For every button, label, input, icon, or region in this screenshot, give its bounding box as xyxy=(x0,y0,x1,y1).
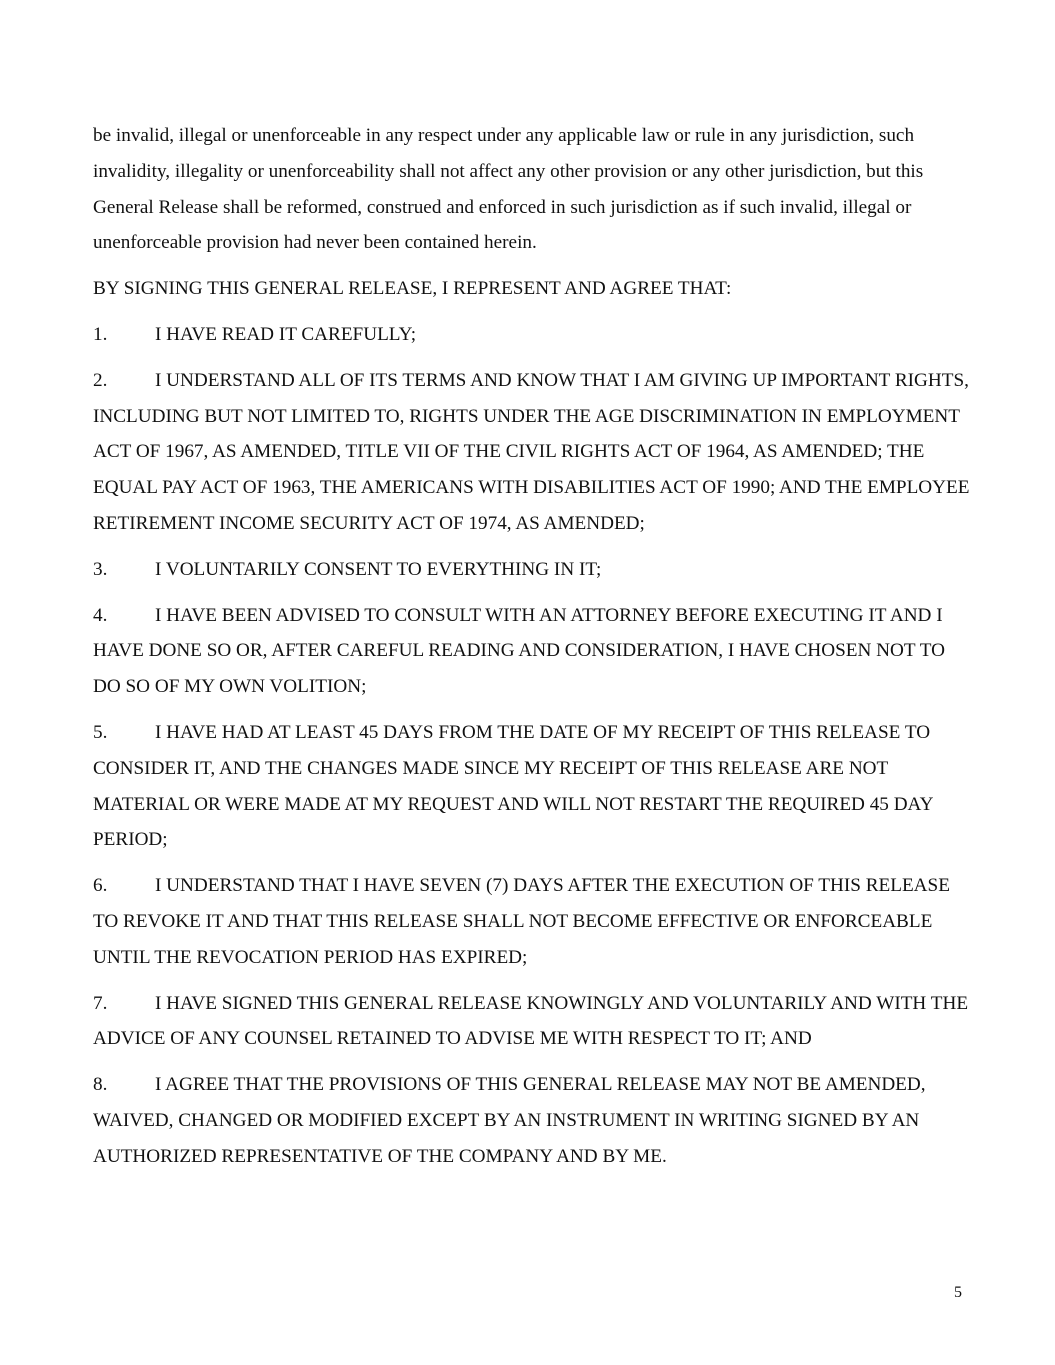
intro-paragraph: be invalid, illegal or unenforceable in any respect under any applicable law or rule in any jurisdiction, such invalidity, illegality or unenforceability shall not affect any other provision or any other jurisdiction, but this General Release shall be reformed, construed and enforced in such jurisdiction as if such invalid, illegal or unenforceable provision had never been contained herein. xyxy=(93,125,924,254)
list-item-text: I HAVE BEEN ADVISED TO CONSULT WITH AN ATTORNEY BEFORE EXECUTING IT AND I HAVE DONE SO OR, AFTER CAREFUL READING AND CONSIDERATION, I HAVE CHOSEN NOT TO DO SO OF MY OWN VOLITION; xyxy=(93,604,945,698)
list-item-text: I HAVE READ IT CAREFULLY; xyxy=(155,323,417,345)
list-item xyxy=(93,868,973,975)
page-number: 5 xyxy=(954,1284,962,1301)
document-page xyxy=(93,118,973,1185)
list-item-text: I UNDERSTAND ALL OF ITS TERMS AND KNOW THAT I AM GIVING UP IMPORTANT RIGHTS, INCLUDING BUT NOT LIMITED TO, RIGHTS UNDER THE AGE DISCRIMINATION IN EMPLOYMENT ACT OF 1967, AS AMENDED, TITLE VII OF THE CIVIL RIGHTS ACT OF 1964, AS AMENDED; THE EQUAL PAY ACT OF 1963, THE AMERICANS WITH DISABILITIES ACT OF 1990; AND THE EMPLOYEE RETIREMENT INCOME SECURITY ACT OF 1974, AS AMENDED; xyxy=(93,369,970,534)
list-item xyxy=(93,317,973,353)
list-item-number: 1. xyxy=(93,323,108,345)
list-item-number: 2. xyxy=(93,369,108,391)
list-item-number: 8. xyxy=(93,1074,108,1096)
list-item-number: 6. xyxy=(93,875,108,897)
list-item xyxy=(93,552,973,588)
list-item-text: I AGREE THAT THE PROVISIONS OF THIS GENERAL RELEASE MAY NOT BE AMENDED, WAIVED, CHANGED OR MODIFIED EXCEPT BY AN INSTRUMENT IN WRITING SIGNED BY AN AUTHORIZED REPRESENTATIVE OF THE COMPANY AND BY ME. xyxy=(93,1074,926,1167)
list-item xyxy=(93,986,973,1058)
list-item xyxy=(93,363,973,542)
list-item-number: 7. xyxy=(93,992,108,1014)
list-item-text: I VOLUNTARILY CONSENT TO EVERYTHING IN IT; xyxy=(155,558,602,580)
list-item-text: I HAVE HAD AT LEAST 45 DAYS FROM THE DATE OF MY RECEIPT OF THIS RELEASE TO CONSIDER IT, AND THE CHANGES MADE SINCE MY RECEIPT OF THIS RELEASE ARE NOT MATERIAL OR WERE MADE AT MY REQUEST AND WILL NOT RESTART THE REQUIRED 45 DAY PERIOD; xyxy=(93,721,933,851)
representation-heading: BY SIGNING THIS GENERAL RELEASE, I REPRESENT AND AGREE THAT: xyxy=(93,278,732,300)
list-item-number: 3. xyxy=(93,558,108,580)
list-item-text: I UNDERSTAND THAT I HAVE SEVEN (7) DAYS AFTER THE EXECUTION OF THIS RELEASE TO REVOKE IT AND THAT THIS RELEASE SHALL NOT BECOME EFFECTIVE OR ENFORCEABLE UNTIL THE REVOCATION PERIOD HAS EXPIRED; xyxy=(93,875,950,968)
list-item xyxy=(93,598,973,705)
list-item xyxy=(93,1067,973,1174)
list-item xyxy=(93,715,973,858)
list-item-number: 4. xyxy=(93,604,108,626)
list-item-text: I HAVE SIGNED THIS GENERAL RELEASE KNOWINGLY AND VOLUNTARILY AND WITH THE ADVICE OF ANY COUNSEL RETAINED TO ADVISE ME WITH RESPECT TO IT; AND xyxy=(93,992,969,1050)
list-item-number: 5. xyxy=(93,721,108,743)
